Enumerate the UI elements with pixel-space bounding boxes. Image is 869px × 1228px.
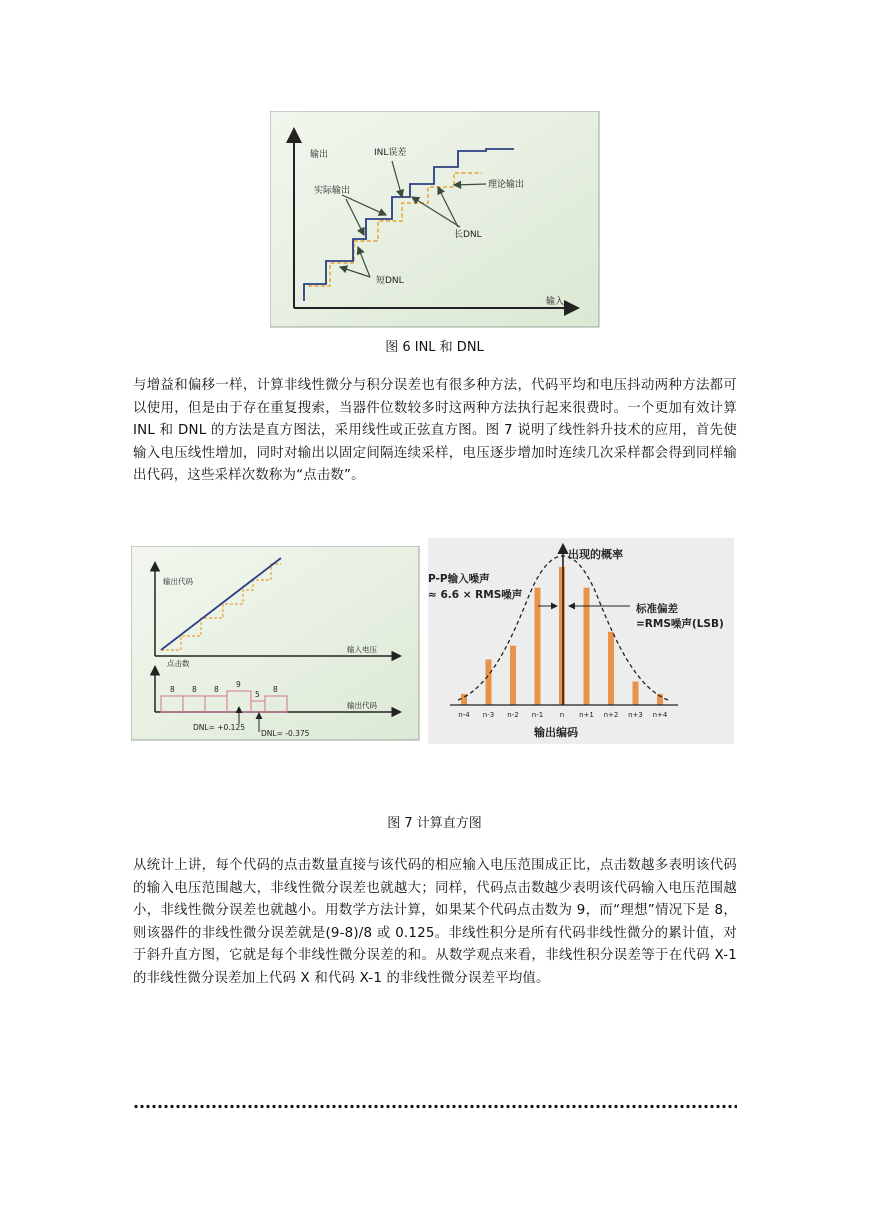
output-code-x-label: 输出代码	[347, 701, 377, 710]
histogram-bar-n+2	[608, 632, 614, 705]
short-dnl-label: 短DNL	[376, 276, 404, 286]
figure-7-caption: 图 7 计算直方图	[387, 816, 482, 831]
histogram-tick-label: n-2	[507, 711, 519, 719]
histogram-bar-n+3	[633, 682, 639, 705]
paragraph-2: 从统计上讲，每个代码的点击数量直接与该代码的相应输入电压范围成正比，点击数越多表明该代码的输入电压范围越大，非线性微分误差也就越大；同样，代码点击数越少表明该代码输入电压范围越小，非线性微分误差也就越小。用数学方法计算，如果某个代码点击数为 9，而“理想”情况下是 8，则该器件的非线性微分误差就是(9-8)/8 或 0.125。非线性积分是所有代码非线性微分的累计值，对于斜升直方图，它就是每个非线性微分误差的和。从数学观点来看，非线性积分误差等于在代码 X-1 的非线性微分误差加上代码 X 和代码 X-1 的非线性微分误差平均值。	[133, 858, 737, 986]
inl-error-label: INL误差	[374, 148, 407, 158]
paragraph-1: 与增益和偏移一样，计算非线性微分与积分误差也有很多种方法，代码平均和电压抖动两种方法都可以使用，但是由于存在重复搜索，当器件位数较多时这两种方法执行起来很费时。一个更加有效计算 INL 和 DNL 的方法是直方图法，采用线性或正弦直方图。图 7 说明了线性斜升技术的应用，首先使输入电压线性增加，同时对输出以固定间隔连续采样，电压逐步增加时连续几次采样都会得到同样输出代码，这些采样次数称为“点击数”。	[133, 378, 737, 483]
output-code-x-label: 输出编码	[534, 726, 578, 739]
y-axis-label: 输出	[310, 150, 329, 160]
ideal-output-label: 理论输出	[488, 180, 525, 190]
actual-output-label: 实际输出	[314, 186, 351, 196]
input-voltage-label: 输入电压	[347, 645, 377, 654]
std-dev-label: 标准偏差	[636, 603, 678, 615]
histogram-bar-n+1	[584, 588, 590, 705]
histogram-tick-label: n+2	[603, 711, 619, 719]
hit-count-value: 8	[192, 685, 197, 694]
pp-noise-value: ≈ 6.6 × RMS噪声	[428, 589, 523, 601]
pp-noise-label: P-P输入噪声	[428, 573, 490, 585]
dnl-positive-label: DNL= +0.125	[193, 723, 245, 732]
histogram-bar-n-1	[535, 588, 541, 705]
std-dev-value: =RMS噪声(LSB)	[636, 618, 724, 630]
dnl-negative-label: DNL= -0.375	[261, 729, 310, 738]
hit-count-value: 8	[214, 685, 219, 694]
hit-count-value: 8	[170, 685, 175, 694]
hit-count-label: 点击数	[167, 659, 190, 668]
figure-7-probability-histogram	[428, 538, 734, 744]
long-dnl-label: 长DNL	[454, 230, 482, 240]
histogram-bar-n-3	[486, 659, 492, 705]
hit-count-value: 9	[236, 680, 241, 689]
histogram-tick-label: n+1	[579, 711, 594, 719]
histogram-tick-label: n-3	[482, 711, 495, 719]
figure-6-inl-dnl	[270, 111, 600, 328]
histogram-bar-n-2	[510, 646, 516, 705]
histogram-tick-label: n+4	[652, 711, 668, 719]
hit-count-value: 8	[273, 685, 278, 694]
hit-count-value: 5	[255, 690, 260, 699]
figure-7-ramp-histogram	[131, 546, 420, 741]
histogram-bar-n	[559, 567, 565, 705]
probability-label: 出现的概率	[568, 548, 623, 561]
figure-6-caption: 图 6 INL 和 DNL	[385, 340, 484, 355]
histogram-tick-label: n+3	[628, 711, 643, 719]
x-axis-label: 输入	[546, 297, 565, 307]
dotted-divider	[133, 1104, 737, 1109]
histogram-tick-label: n	[559, 711, 565, 719]
histogram-tick-label: n-4	[458, 711, 470, 719]
histogram-tick-label: n-1	[531, 711, 544, 719]
output-code-y-label: 输出代码	[163, 577, 193, 586]
